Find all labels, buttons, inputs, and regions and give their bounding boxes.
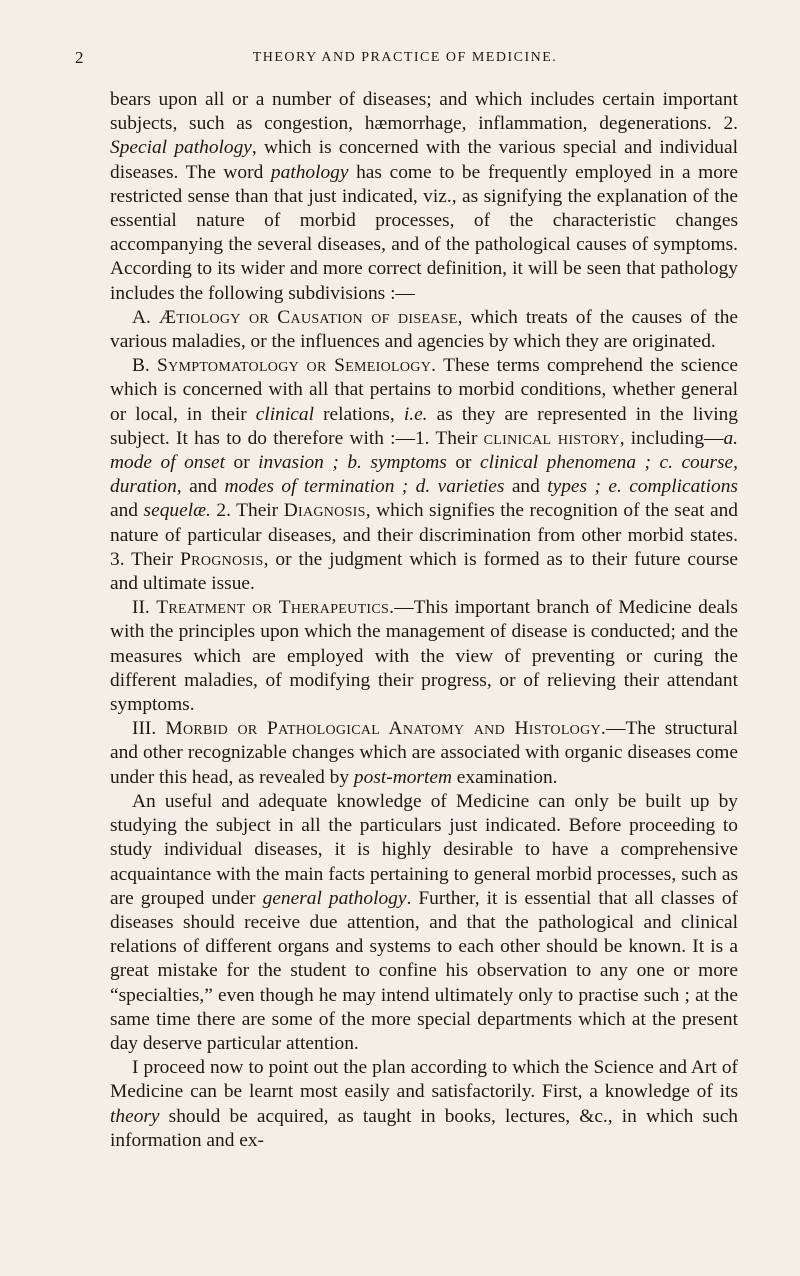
text: —This important branch of Medicine deals with the principles upon which the management of disease is conducted; and the measures which are employed with the view of preventing or curing the different maladies, of modifying their progress, or of relieving their attendant symptoms.	[110, 597, 738, 716]
text: and	[504, 476, 548, 498]
italic-term: post-mortem	[353, 766, 452, 788]
text: I proceed now to point out the plan according to which the Science and Art of Medicine can be learnt most easily and satisfactorily. First, a knowledge of its	[110, 1057, 738, 1103]
italic-term: invasion ; b. symptoms	[258, 452, 447, 474]
text: bears upon all or a number of diseases; and which includes certain important subjects, such as congestion, hæmorrhage, inflammation, degenerations. 2.	[110, 89, 738, 135]
italic-term: Special pathology	[110, 137, 252, 159]
text: examination.	[451, 766, 558, 788]
italic-term: a. mode of onset	[110, 427, 738, 474]
text: These terms comprehend the science which is concerned with all that pertains to morbid conditions, whether general or local, in their	[110, 355, 738, 425]
running-title: THEORY AND PRACTICE OF MEDICINE.	[252, 50, 558, 65]
small-caps-term: Diagnosis	[283, 500, 366, 522]
text: should be acquired, as taught in books, lectures, &c., in which such information and ex-	[110, 1105, 738, 1151]
text: II.	[132, 597, 157, 619]
text: and	[110, 500, 144, 522]
paragraph-symptomatology	[110, 354, 738, 596]
italic-term: types ; e. complications	[547, 476, 738, 498]
italic-term: theory	[110, 1105, 160, 1127]
running-head	[75, 48, 735, 68]
text: , or the judgment which is formed as to their future course and ultimate issue.	[110, 548, 738, 595]
paragraph-plan	[110, 1056, 738, 1153]
text: , which signifies the recognition of the seat and nature of particular diseases, and their discrimination from other morbid states. 3. Their	[110, 500, 738, 570]
small-caps-term: Prognosis	[180, 548, 264, 570]
paragraph-morbid-anatomy	[110, 717, 738, 790]
italic-term: sequelæ.	[143, 500, 211, 522]
section-heading: Ætiology or Causation of disease	[158, 306, 458, 328]
text: has come to be frequently employed in a more restricted sense than that just indicated, viz., as signifying the explanation of the essential nature of morbid processes, of the characteristic changes accompanying the several diseases, and of the pathological causes of symptoms. According to its wider and more correct definition, it will be seen that pathology includes the following subdivisions :—	[110, 161, 739, 304]
text: III.	[132, 718, 166, 740]
section-heading: Morbid or Pathological Anatomy and Histology.	[165, 718, 607, 740]
small-caps-term: clinical history	[483, 427, 620, 449]
italic-term: modes of termination ; d. varieties	[224, 476, 505, 498]
text: —The structural and other recognizable changes which are associated with organic diseases come under this head, as revealed by	[110, 718, 738, 788]
section-heading: Symptomatology or Semeiology.	[157, 355, 437, 377]
text: . Further, it is essential that all classes of diseases should receive due attention, and that the pathological and clinical relations of different organs and systems to each other should be known. It is a great mistake for the student to confine his observation to any one or more “specialties,” even though he may intend ultimately only to practise such ; at the same time there are some of the more special departments which at the present day deserve particular attention.	[110, 887, 739, 1054]
text: , which is concerned with the various special and individual diseases. The word	[110, 137, 738, 183]
text: , including—	[619, 427, 724, 449]
paragraph-treatment	[110, 596, 738, 717]
italic-term: clinical	[255, 403, 314, 425]
text: 2. Their	[210, 500, 284, 522]
italic-term: i.e.	[403, 403, 428, 425]
text: An useful and adequate knowledge of Medicine can only be built up by studying the subject in all the particulars just indicated. Before proceeding to study individual diseases, it is highly desirable to have a comprehensive acquaintance with the main facts pertaining to general morbid processes, such as are grouped under	[110, 790, 738, 909]
text: as they are represented in the living subject. It has to do therefore with :—1. Their	[110, 403, 738, 449]
text: or	[446, 452, 481, 474]
text: , which treats of the causes of the various maladies, or the influences and agencies by which they are originated.	[110, 306, 739, 353]
paragraph-aetiology	[110, 306, 738, 354]
text: relations,	[313, 403, 404, 425]
text: B.	[132, 355, 157, 377]
italic-term: pathology	[270, 161, 349, 183]
section-heading: Treatment or Therapeutics.	[156, 597, 395, 619]
text: and	[181, 476, 225, 498]
text: A.	[132, 306, 159, 328]
page-number: 2	[75, 48, 84, 67]
paragraph-knowledge	[110, 790, 738, 1056]
paragraph-pathology-definition	[110, 88, 738, 306]
text: or	[225, 452, 259, 474]
italic-term: clinical phenomena ; c. course, duration,	[110, 452, 738, 498]
body-text	[110, 88, 738, 1153]
italic-term: general pathology	[262, 887, 407, 909]
